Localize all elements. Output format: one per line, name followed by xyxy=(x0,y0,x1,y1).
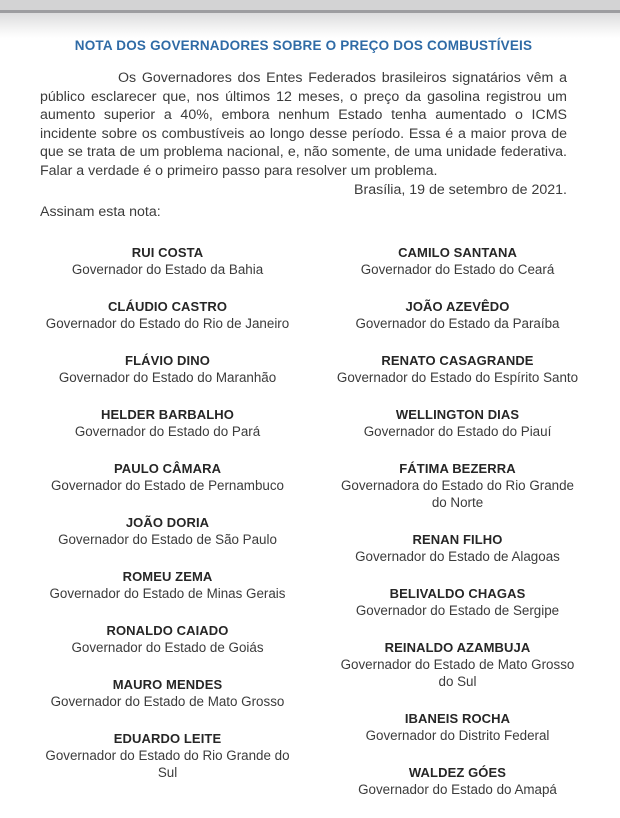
signature-entry xyxy=(35,298,300,332)
signature-entry xyxy=(335,298,580,332)
signatory-title: Governador do Estado do Rio Grande do Sul xyxy=(45,747,290,780)
signatory-title: Governador do Estado da Paraíba xyxy=(355,315,560,331)
signature-entry xyxy=(335,585,580,619)
signatory-name: CLÁUDIO CASTRO xyxy=(107,298,228,314)
signatory-title: Governador do Estado do Espírito Santo xyxy=(336,369,579,385)
page-top-shadow xyxy=(0,13,620,38)
signatory-title: Governador do Estado do Rio de Janeiro xyxy=(45,315,290,331)
signature-entry xyxy=(335,764,580,798)
signature-entry xyxy=(35,514,300,548)
signature-entry xyxy=(35,730,300,781)
signatory-name: IBANEIS ROCHA xyxy=(404,710,511,726)
signatures-right-column xyxy=(335,244,580,818)
signatory-name: JOÃO DORIA xyxy=(125,514,210,530)
signatory-name: HELDER BARBALHO xyxy=(101,406,234,422)
signature-entry xyxy=(35,406,300,440)
signatory-name: WELLINGTON DIAS xyxy=(395,406,520,422)
signature-entry xyxy=(35,352,300,386)
note-body-paragraph: Os Governadores dos Entes Federados brasileiros signatários vêm a público esclarecer que, nos últimos 12 meses, o preço da gasolina registrou um aumento superior a 40%, embora nenhum Estado tenha aumentado o ICMS incidente sobre os combustíveis ao longo desse período. Essa é a maior prova de que se trata de um problema nacional, e, não somente, de uma unidade federativa. Falar a verdade é o primeiro passo para resolver um problema. xyxy=(40,70,567,179)
signatory-title: Governador do Estado de Alagoas xyxy=(355,548,560,564)
signatory-name: PAULO CÂMARA xyxy=(113,460,222,476)
signatory-title: Governador do Estado do Piauí xyxy=(363,423,552,439)
signature-entry xyxy=(335,244,580,278)
signature-entry xyxy=(335,531,580,565)
signature-entry xyxy=(35,568,300,602)
signatory-name: ROMEU ZEMA xyxy=(122,568,213,584)
signature-entry xyxy=(35,460,300,494)
signatory-name: FLÁVIO DINO xyxy=(125,352,210,368)
signatory-name: JOÃO AZEVÊDO xyxy=(405,298,510,314)
signatory-title: Governador do Estado de Pernambuco xyxy=(51,477,284,493)
note-dateline: Brasília, 19 de setembro de 2021. xyxy=(354,181,567,198)
signature-entry xyxy=(335,639,580,690)
signatory-title: Governador do Distrito Federal xyxy=(365,727,550,743)
signatures-left-column xyxy=(35,244,300,818)
signatory-name: MAURO MENDES xyxy=(112,676,223,692)
signatory-title: Governador do Estado de São Paulo xyxy=(58,531,277,547)
signatory-title: Governador do Estado de Mato Grosso do Sul xyxy=(340,656,575,689)
signature-entry xyxy=(335,460,580,511)
signatures-section xyxy=(0,244,620,818)
note-title: NOTA DOS GOVERNADORES SOBRE O PREÇO DOS COMBUSTÍVEIS xyxy=(74,38,533,53)
signatory-name: RENATO CASAGRANDE xyxy=(381,352,534,368)
signatory-title: Governadora do Estado do Rio Grande do Norte xyxy=(341,477,574,510)
signatory-title: Governador do Estado de Goiás xyxy=(71,639,264,655)
signature-entry xyxy=(35,622,300,656)
signatory-name: RENAN FILHO xyxy=(412,531,503,547)
signatory-name: EDUARDO LEITE xyxy=(113,730,222,746)
signature-entry xyxy=(335,406,580,440)
signatures-intro: Assinam esta nota: xyxy=(40,204,161,221)
signatory-title: Governador do Estado de Minas Gerais xyxy=(49,585,286,601)
signatory-name: RUI COSTA xyxy=(131,244,204,260)
signatory-name: FÁTIMA BEZERRA xyxy=(399,460,516,476)
signatory-title: Governador do Estado de Sergipe xyxy=(355,602,560,618)
signatory-title: Governador do Estado do Amapá xyxy=(358,781,557,797)
signatory-title: Governador do Estado do Pará xyxy=(74,423,261,439)
signatory-title: Governador do Estado da Bahia xyxy=(71,261,264,277)
signatory-title: Governador do Estado de Mato Grosso xyxy=(50,693,285,709)
signatory-name: REINALDO AZAMBUJA xyxy=(384,639,531,655)
signatory-name: WALDEZ GÓES xyxy=(408,764,507,780)
signatory-name: CAMILO SANTANA xyxy=(398,244,517,260)
signatory-name: RONALDO CAIADO xyxy=(106,622,229,638)
signature-entry xyxy=(35,676,300,710)
signatory-title: Governador do Estado do Maranhão xyxy=(58,369,277,385)
signatory-name: BELIVALDO CHAGAS xyxy=(389,585,526,601)
signatory-title: Governador do Estado do Ceará xyxy=(360,261,555,277)
signature-entry xyxy=(335,710,580,744)
signature-entry xyxy=(35,244,300,278)
signature-entry xyxy=(335,352,580,386)
page-top-edge xyxy=(0,0,620,10)
